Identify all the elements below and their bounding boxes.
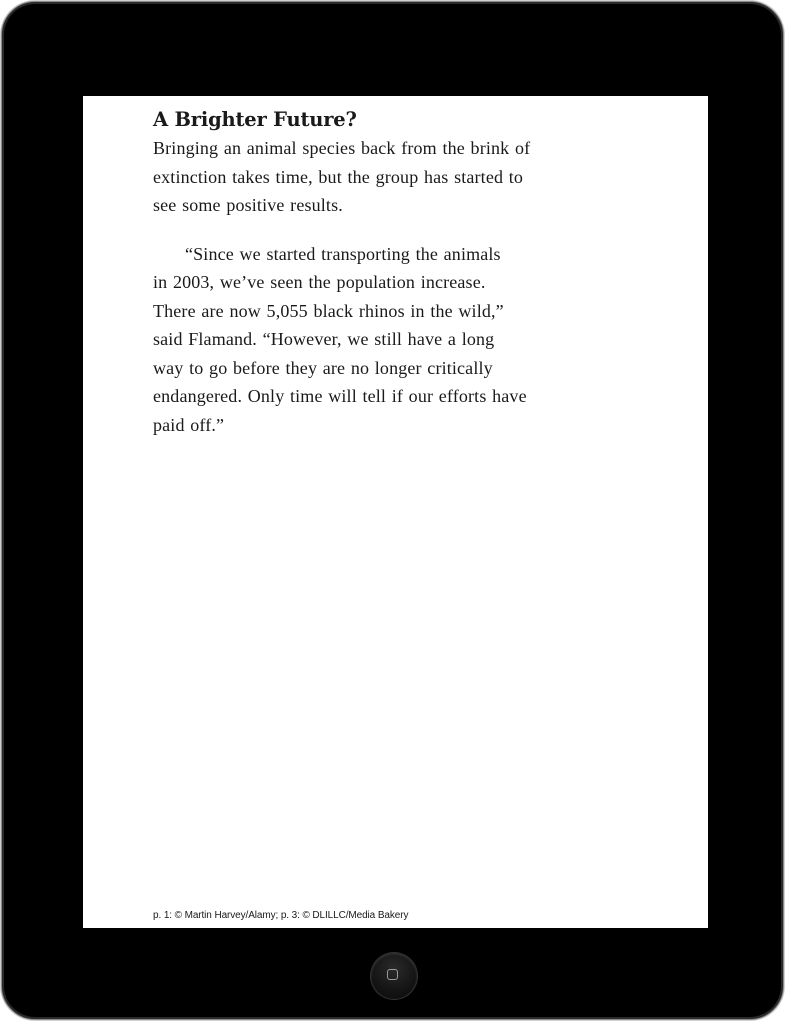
text-line: endangered. Only time will tell if our efforts have (153, 386, 527, 406)
text-line: see some positive results. (153, 195, 343, 215)
text-line: extinction takes time, but the group has started to (153, 166, 524, 187)
paragraph-intro (153, 134, 653, 220)
text-line: paid off.” (153, 414, 225, 435)
text-line: Bringing an animal species back from the brink of (153, 138, 531, 158)
home-button[interactable] (371, 953, 417, 999)
text-line: There are now 5,055 black rhinos in the wild,” (153, 300, 504, 321)
page-content (153, 106, 653, 439)
photo-credits: p. 1: © Martin Harvey/Alamy; p. 3: © DLILLC/Media Bakery (153, 910, 409, 921)
section-heading: A Brighter Future? (153, 108, 357, 131)
paragraph-quote (153, 240, 653, 440)
text-line: “Since we started transporting the animals (185, 243, 501, 264)
text-line: way to go before they are no longer critically (153, 357, 493, 378)
text-line: said Flamand. “However, we still have a long (153, 329, 495, 349)
ebook-page-screen[interactable] (83, 96, 708, 928)
text-line: in 2003, we’ve seen the population increase. (153, 272, 486, 292)
home-button-square-icon (387, 969, 398, 980)
tablet-device-frame (1, 1, 784, 1020)
